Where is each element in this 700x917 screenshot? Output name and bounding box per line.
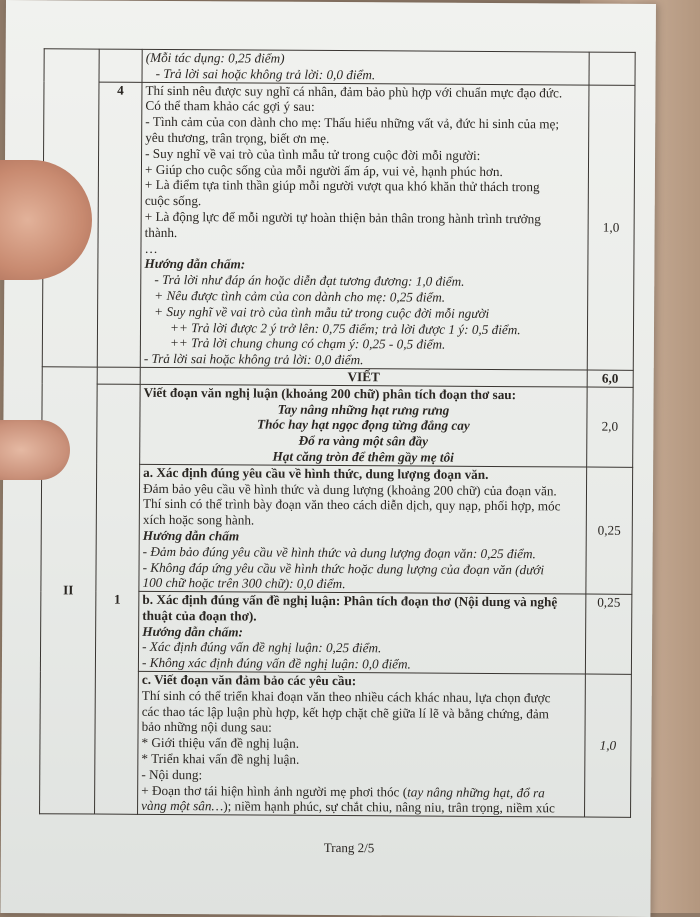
table-row-task <box>42 383 633 467</box>
guide-line: 100 chữ hoặc trên 300 chữ): 0,0 điểm. <box>142 575 346 592</box>
answer-line: Thí sinh có thể trình bày đoạn văn theo cách diễn dịch, quy nạp, phối hợp, móc <box>142 496 561 514</box>
answer-line: + Giúp cho cuộc sống của mỗi người ấm áp, vui vẻ, hạnh phúc hơn. <box>145 161 503 179</box>
criterion-title: c. Viết đoạn văn đảm bảo các yêu cầu: <box>141 671 357 689</box>
score-cell: 1,0 <box>587 85 635 371</box>
finger <box>0 420 70 480</box>
scoring-note: - Trả lời sai hoặc không trả lời: 0,0 điểm. <box>155 65 376 83</box>
section-score: 6,0 <box>587 370 633 387</box>
criterion-title: thuật của đoạn thơ). <box>142 607 257 624</box>
answer-line: các thao tác lập luận phù hợp, kết hợp chặt chẽ giữa lí lẽ và bằng chứng, đảm <box>141 703 550 722</box>
score-cell: 2,0 <box>587 387 634 467</box>
poem-line: Hạt căng tròn để thêm gầy mẹ tôi <box>272 448 454 465</box>
guide-line: - Đảm bảo đúng yêu cầu về hình thức và dung lượng đoạn văn: 0,25 điểm. <box>142 543 536 561</box>
guide-line: - Trả lời như đáp án hoặc diễn đạt tương đương: 1,0 điểm. <box>154 272 465 289</box>
answer-line: Đảm bảo yêu cầu về hình thức và dung lượng (khoảng 200 chữ) của đoạn văn. <box>143 480 557 498</box>
score-cell: 1,0 <box>584 674 631 817</box>
poem-line: Tay nâng những hạt rưng rưng <box>277 401 450 418</box>
answer-line: bảo những nội dung sau: <box>141 719 272 736</box>
table-row <box>44 49 635 85</box>
answer-key-table <box>39 48 636 818</box>
question-number: 4 <box>97 82 142 368</box>
criterion-title: a. Xác định đúng yêu cầu về hình thức, dung lượng đoạn văn. <box>143 464 489 482</box>
answer-line: - Suy nghĩ về vai trò của tình mẫu tử trong cuộc đời mỗi người: <box>145 145 481 163</box>
guide-line: + Suy nghĩ về vai trò của tình mẫu tử trong cuộc đời mỗi người <box>154 303 490 321</box>
guide-line: - Xác định đúng vấn đề nghị luận: 0,25 điểm. <box>142 639 382 656</box>
answer-line: * Triển khai vấn đề nghị luận. <box>141 750 300 767</box>
criterion-title: b. Xác định đúng vấn đề nghị luận: Phân tích đoạn thơ (Nội dung và nghệ <box>142 591 558 610</box>
poem-line: Thóc hay hạt ngọc đọng từng đắng cay <box>257 416 470 434</box>
guide-title: Hướng dẫn chấm <box>142 527 240 544</box>
answer-text-italic: tay nâng những hạt, đổ ra <box>407 784 545 800</box>
answer-line: thành. <box>144 224 178 240</box>
table-row-question-4 <box>42 81 635 370</box>
guide-title: Hướng dẫn chấm: <box>144 256 246 272</box>
part-roman-numeral: II <box>40 367 98 815</box>
score-cell: 0,25 <box>585 594 632 674</box>
answer-line: … <box>144 240 158 256</box>
guide-line: ++ Trả lời được 2 ý trở lên: 0,75 điểm; trả lời được 1 ý: 0,5 điểm. <box>170 319 521 337</box>
guide-line: - Trả lời sai hoặc không trả lời: 0,0 điểm. <box>143 350 364 368</box>
answer-line: yêu thương, trân trọng, biết ơn mẹ. <box>145 129 330 146</box>
answer-line: + Là điểm tựa tinh thần giúp mỗi người vượt qua khó khăn thử thách trong <box>144 177 540 195</box>
scoring-note: (Mỗi tác dụng: 0,25 điểm) <box>145 49 285 66</box>
question-number: 1 <box>94 384 140 815</box>
guide-line: - Không xác định đúng vấn đề nghị luận: 0,0 điểm. <box>141 655 411 672</box>
answer-line: + Là động lực để mỗi người tự hoàn thiện bản thân trong hành trình trưởng <box>144 208 541 227</box>
answer-text-italic: vàng một sân… <box>141 798 224 814</box>
page-number: Trang 2/5 <box>323 839 375 856</box>
answer-line: Thí sinh có thể triển khai đoạn văn theo nhiều cách khác nhau, lựa chọn được <box>141 687 551 706</box>
answer-line: Thí sinh nêu được suy nghĩ cá nhân, đảm bảo phù hợp với chuẩn mực đạo đức. <box>145 82 563 100</box>
answer-line: - Nội dung: <box>141 766 203 783</box>
guide-line: ++ Trả lời chung chung có chạm ý: 0,25 - 0,5 điểm. <box>169 335 446 353</box>
section-title: VIẾT <box>140 367 587 387</box>
answer-text: ); niềm hạnh phúc, sự chắt chiu, nâng niu, trân trọng, niềm xúc <box>223 798 555 816</box>
guide-line: + Nêu được tình cảm của con dành cho mẹ: 0,25 điểm. <box>154 287 446 305</box>
answer-line: cuộc sống. <box>144 193 202 209</box>
guide-line: - Không đáp ứng yêu cầu về hình thức hoặc dung lượng của đoạn văn (dưới <box>142 559 545 577</box>
task-prompt: Viết đoạn văn nghị luận (khoảng 200 chữ) phân tích đoạn thơ sau: <box>143 384 517 402</box>
answer-line: - Tình cảm của con dành cho mẹ: Thấu hiểu những vất vả, đức hi sinh của mẹ; <box>145 114 560 132</box>
answer-text: + Đoạn thơ tái hiện hình ảnh người mẹ phơi thóc ( <box>141 782 408 800</box>
poem-line: Đổ ra vàng một sân đầy <box>298 432 429 449</box>
answer-line: xích hoặc song hành. <box>142 511 255 528</box>
answer-line: Có thể tham khảo các gợi ý sau: <box>145 98 315 115</box>
guide-title: Hướng dẫn chấm: <box>142 623 243 640</box>
score-cell: 0,25 <box>586 467 633 595</box>
answer-line: * Giới thiệu vấn đề nghị luận. <box>141 735 300 752</box>
answer-line <box>141 798 581 816</box>
